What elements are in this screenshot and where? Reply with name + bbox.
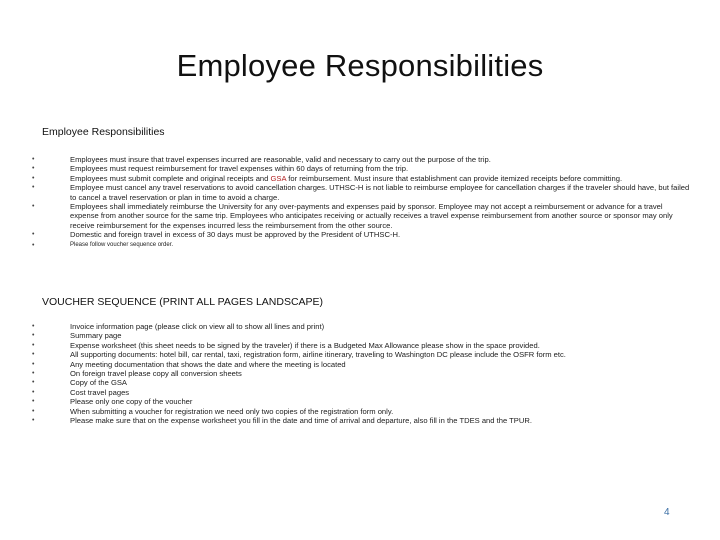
bullet-icon: • [32,417,35,425]
list-item: • All supporting documents: hotel bill, car rental, taxi, registration form, airline itinerary, traveling to Washington DC please include the OSFR form etc. [32,350,566,360]
list-item: • On foreign travel please copy all conversion sheets [32,369,242,379]
list-item: • Please make sure that on the expense worksheet you fill in the date and time of arrival and departure, also fill in the TDES and the TPUR. [32,416,532,426]
bullet-icon: • [32,351,35,359]
list-item: • Employees shall immediately reimburse the University for any over-payments and expenses paid by sponsor. Employee may not accept a reimbursement or advance for a travel expense from another source for the same trip. Employees who anticipates receiving or actually receives a travel expense reimbursement from another source or sponsor may only receive reimbursement for the expenses incurred less the reimbursement from the other source. [32,202,673,230]
responsibilities-list [30,155,690,250]
bullet-icon: • [32,379,35,387]
list-item: • Any meeting documentation that shows the date and where the meeting is located [32,359,346,369]
bullet-icon: • [32,341,35,349]
list-item: • Expense worksheet (this sheet needs to be signed by the traveler) if there is a Budgeted Max Allowance please show in the space provided. [32,340,540,350]
bullet-icon: • [32,174,35,182]
list-item: • Copy of the GSA [32,378,127,388]
list-item: • Domestic and foreign travel in excess of 30 days must be approved by the President of UTHSC-H. [32,230,401,240]
bullet-icon: • [32,203,35,211]
bullet-icon: • [32,332,35,340]
list-item: • Invoice information page (please click on view all to show all lines and print) [32,322,325,331]
bullet-icon: • [32,323,35,330]
bullet-icon: • [32,370,35,378]
list-item: • Employees must request reimbursement for travel expenses within 60 days of returning from the trip. [32,164,409,174]
list-item: • Cost travel pages [32,387,130,397]
gsa-link[interactable]: GSA [270,173,287,183]
list-item: • Summary page [32,331,122,341]
bullet-icon: • [32,156,35,163]
list-item: • Please only one copy of the voucher [32,397,193,407]
voucher-sequence-list [30,322,690,425]
list-item: • Employees must insure that travel expenses incurred are reasonable, valid and necessary to carry out the purpose of the trip. [32,155,491,164]
list-item: • Please follow voucher sequence order. [32,241,174,249]
slide-title: Employee Responsibilities [176,48,544,83]
bullet-icon: • [32,388,35,396]
list-item: • Employee must cancel any travel reservations to avoid cancellation charges. UTHSC-H is not liable to reimburse employee for cancellation charges if the traveler should have, but failed to cancel a travel reservation or plan in time to avoid a charge. [32,183,690,202]
bullet-icon: • [32,241,35,249]
list-item: • When submitting a voucher for registration we need only two copies of the registration form only. [32,406,394,416]
bullet-icon: • [32,184,35,192]
bullet-icon: • [32,398,35,406]
page-number: 4 [664,507,670,518]
bullet-icon: • [32,360,35,368]
section-heading-voucher-sequence: VOUCHER SEQUENCE (PRINT ALL PAGES LANDSCAPE) [42,296,324,308]
bullet-icon: • [32,165,35,173]
bullet-icon: • [32,407,35,415]
section-heading-responsibilities: Employee Responsibilities [42,126,165,138]
list-item: • Employees must submit complete and original receipts and GSA for reimbursement. Must insure that establishment can provide itemized receipts before committing. [32,173,623,183]
bullet-icon: • [32,231,35,239]
